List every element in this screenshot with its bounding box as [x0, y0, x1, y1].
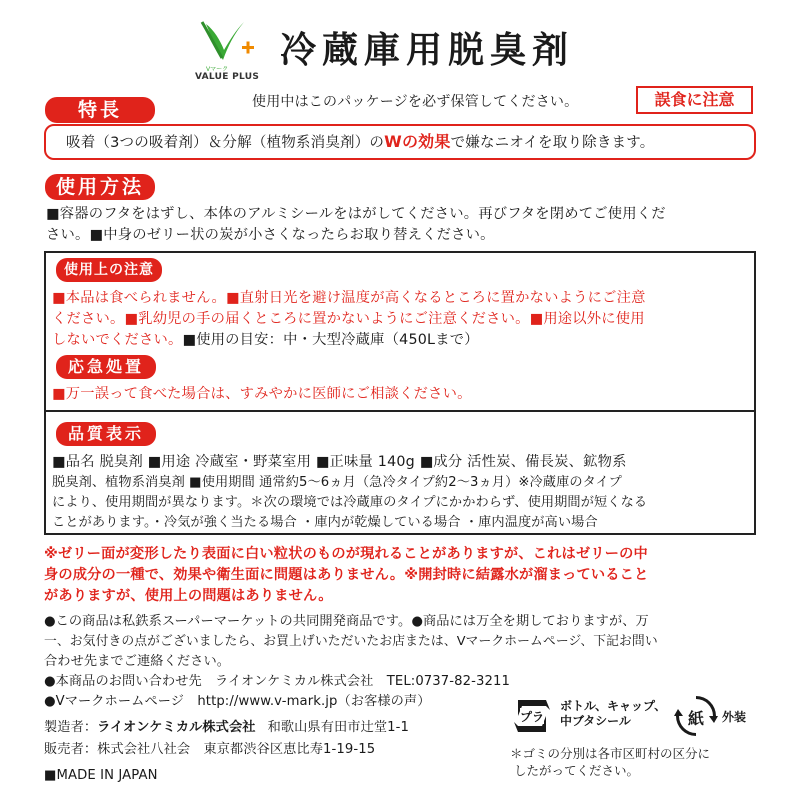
info-line-1: ●この商品は私鉄系スーパーマーケットの共同開発商品です。●商品には万全を期しておりますが、万 — [44, 614, 649, 629]
emergency-heading: 応急処置 — [56, 355, 156, 379]
caution-line-2: ください。■乳幼児の手の届くところに置かないようにご注意ください。■用途以外に使用 — [52, 311, 645, 327]
caution-line-3 — [52, 330, 479, 351]
paper-recycle-mark — [674, 696, 718, 736]
jelly-note-line-3: がありますが、使用上の問題はありません。 — [44, 588, 333, 604]
paper-label: 外装 — [722, 710, 747, 724]
manufacturer-label: 製造者： — [44, 720, 98, 735]
usage-line-2: さい。■中身のゼリー状の炭が小さくなったらお取り替えください。 — [46, 227, 495, 243]
caution-line-3-red: しないでください。 — [52, 332, 183, 348]
plastic-label-2: 中ブタシール — [560, 714, 631, 728]
origin-label: ■MADE IN JAPAN — [44, 768, 158, 783]
features-box — [44, 124, 756, 160]
quality-line-3: により、使用期間が異なります。＊次の環境では冷蔵庫のタイプにかかわらず、使用期間が短くなる — [52, 495, 648, 510]
plastic-label — [560, 699, 666, 729]
plastic-label-1: ボトル、キャップ、 — [560, 699, 667, 713]
manufacturer-address: 和歌山県有田市辻堂1-1 — [267, 720, 409, 735]
plastic-recycle-mark — [510, 696, 554, 736]
keep-package-note: 使用中はこのパッケージを必ず保管してください。 — [252, 94, 579, 110]
emergency-text: ■万一誤って食べた場合は、すみやかに医師にご相談ください。 — [52, 386, 472, 402]
jelly-note-line-1: ※ゼリー面が変形したり表面に白い粒状のものが現れることがありますが、これはゼリーの中 — [44, 546, 648, 562]
quality-line-1: ■品名 脱臭剤 ■用途 冷蔵室・野菜室用 ■正味量 140g ■成分 活性炭、備長炭、鉱物系 — [52, 454, 627, 470]
info-line-2: 一、お気付きの点がございましたら、お買上げいただいたお店または、Vマークホームページ、下記お問い — [44, 634, 658, 649]
usage-heading: 使用方法 — [45, 174, 155, 200]
features-text-emph: Wの効果 — [384, 132, 451, 151]
caution-line-1: ■本品は食べられません。■直射日光を避け温度が高くなるところに置かないようにご注意 — [52, 290, 646, 306]
warning-badge: 誤食に注意 — [636, 86, 753, 114]
seller-line — [44, 740, 375, 759]
features-text-post: で嫌なニオイを取り除きます。 — [450, 135, 655, 151]
quality-heading: 品質表示 — [56, 422, 156, 446]
info-line-4: ●本商品のお問い合わせ先 ライオンケミカル株式会社 TEL:0737-82-3211 — [44, 674, 510, 689]
seller-text: 株式会社八社会 東京都渋谷区恵比寿1-19-15 — [97, 742, 376, 757]
caution-line-3-black: ■使用の目安：中・大型冷蔵庫（450Lまで） — [182, 332, 479, 348]
info-line-3: 合わせ先までご連絡ください。 — [44, 654, 231, 669]
plastic-mark-text: プラ — [520, 710, 545, 724]
vmark-logo-icon — [192, 16, 262, 66]
usage-line-1: ■容器のフタをはずし、本体のアルミシールをはがしてください。再びフタを閉めてご使用くだ — [46, 206, 666, 222]
manufacturer-name: ライオンケミカル株式会社 — [97, 720, 256, 735]
info-line-5: ●Vマークホームページ http://www.v-mark.jp（お客様の声） — [44, 694, 431, 709]
product-title: 冷蔵庫用脱臭剤 — [280, 29, 575, 71]
recycle-note-2: したがってください。 — [514, 763, 640, 778]
manufacturer-line — [44, 718, 409, 737]
vmark-small-text: Vマーク — [206, 66, 229, 73]
brand-name: VALUE PLUS — [195, 72, 260, 82]
features-heading: 特長 — [45, 97, 155, 123]
quality-line-4: ことがあります。・冷気が強く当たる場合 ・庫内が乾燥している場合 ・庫内温度が高い場合 — [52, 515, 598, 530]
caution-heading: 使用上の注意 — [56, 258, 162, 282]
vmark-logo — [192, 16, 262, 84]
seller-label: 販売者： — [44, 742, 98, 757]
recycle-note-1: ＊ゴミの分別は各市区町村の区分に — [510, 746, 711, 761]
recycle-note — [510, 745, 710, 779]
paper-mark-text: 紙 — [687, 709, 704, 728]
divider-1 — [44, 410, 756, 412]
jelly-note-line-2: 身の成分の一種で、効果や衛生面に問題はありません。※開封時に結露水が溜まっていること — [44, 567, 649, 583]
features-text-pre: 吸着（3つの吸着剤）＆分解（植物系消臭剤）の — [66, 135, 385, 151]
quality-line-2: 脱臭剤、植物系消臭剤 ■使用期間 通常約5〜6ヵ月（急冷タイプ約2〜3ヵ月）※冷蔵庫のタイプ — [52, 475, 622, 490]
